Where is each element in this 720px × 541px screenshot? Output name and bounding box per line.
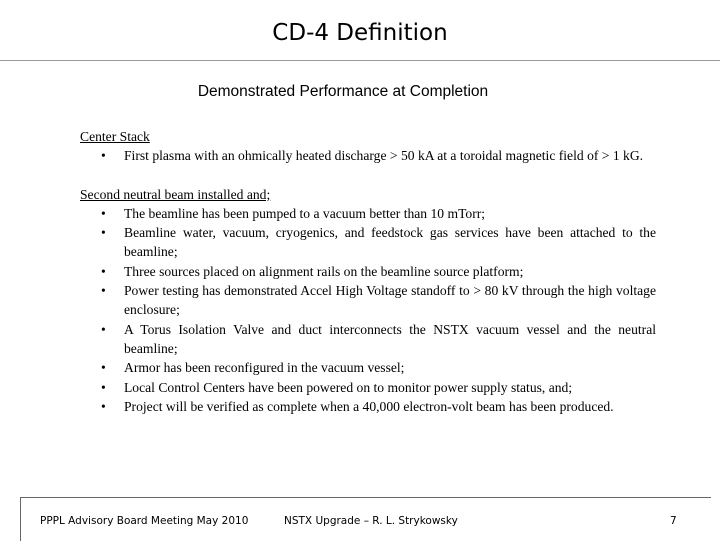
bullet-icon: • (101, 263, 106, 279)
list-item: • Local Control Centers have been powered on to monitor power supply status, and; (80, 378, 656, 397)
section-neutral-beam (80, 185, 656, 417)
bullet-icon: • (101, 225, 106, 241)
slide-body (80, 127, 656, 416)
list-item: • The beamline has been pumped to a vacuum better than 10 mTorr; (80, 204, 656, 223)
bullet-icon: • (101, 379, 106, 395)
bullet-icon: • (101, 148, 106, 164)
bullet-list (80, 146, 656, 165)
slide-subtitle: Demonstrated Performance at Completion (197, 83, 489, 100)
slide-title: CD-4 Definition (272, 20, 448, 46)
footer-author: NSTX Upgrade – R. L. Strykowsky (284, 515, 458, 527)
page-number: 7 (670, 515, 677, 527)
section-spacer (80, 166, 656, 185)
list-item: • Power testing has demonstrated Accel High Voltage standoff to > 80 kV through the high voltage enclosure; (101, 283, 656, 318)
section-center-stack (80, 127, 656, 166)
bullet-icon: • (101, 321, 106, 337)
slide-footer (20, 497, 711, 541)
list-item: • A Torus Isolation Valve and duct interconnects the NSTX vacuum vessel and the neutral beamline; (101, 321, 656, 356)
list-item: • Three sources placed on alignment rails on the beamline source platform; (80, 262, 656, 281)
section-heading: Center Stack (80, 129, 150, 144)
list-item: • Beamline water, vacuum, cryogenics, and feedstock gas services have been attached to the beamline; (101, 225, 656, 260)
list-item: • Project will be verified as complete when a 40,000 electron-volt beam has been produced. (80, 397, 656, 416)
bullet-icon: • (101, 205, 106, 221)
footer-meeting: PPPL Advisory Board Meeting May 2010 (40, 515, 249, 527)
bullet-list (80, 204, 656, 416)
bullet-icon: • (101, 360, 106, 376)
bullet-icon: • (101, 283, 106, 299)
bullet-icon: • (101, 398, 106, 414)
section-heading: Second neutral beam installed and; (80, 186, 271, 202)
list-item: • Armor has been reconfigured in the vacuum vessel; (80, 358, 656, 377)
list-item: • First plasma with an ohmically heated discharge > 50 kA at a toroidal magnetic field of > 1 kG. (80, 146, 656, 165)
title-divider (0, 60, 720, 61)
